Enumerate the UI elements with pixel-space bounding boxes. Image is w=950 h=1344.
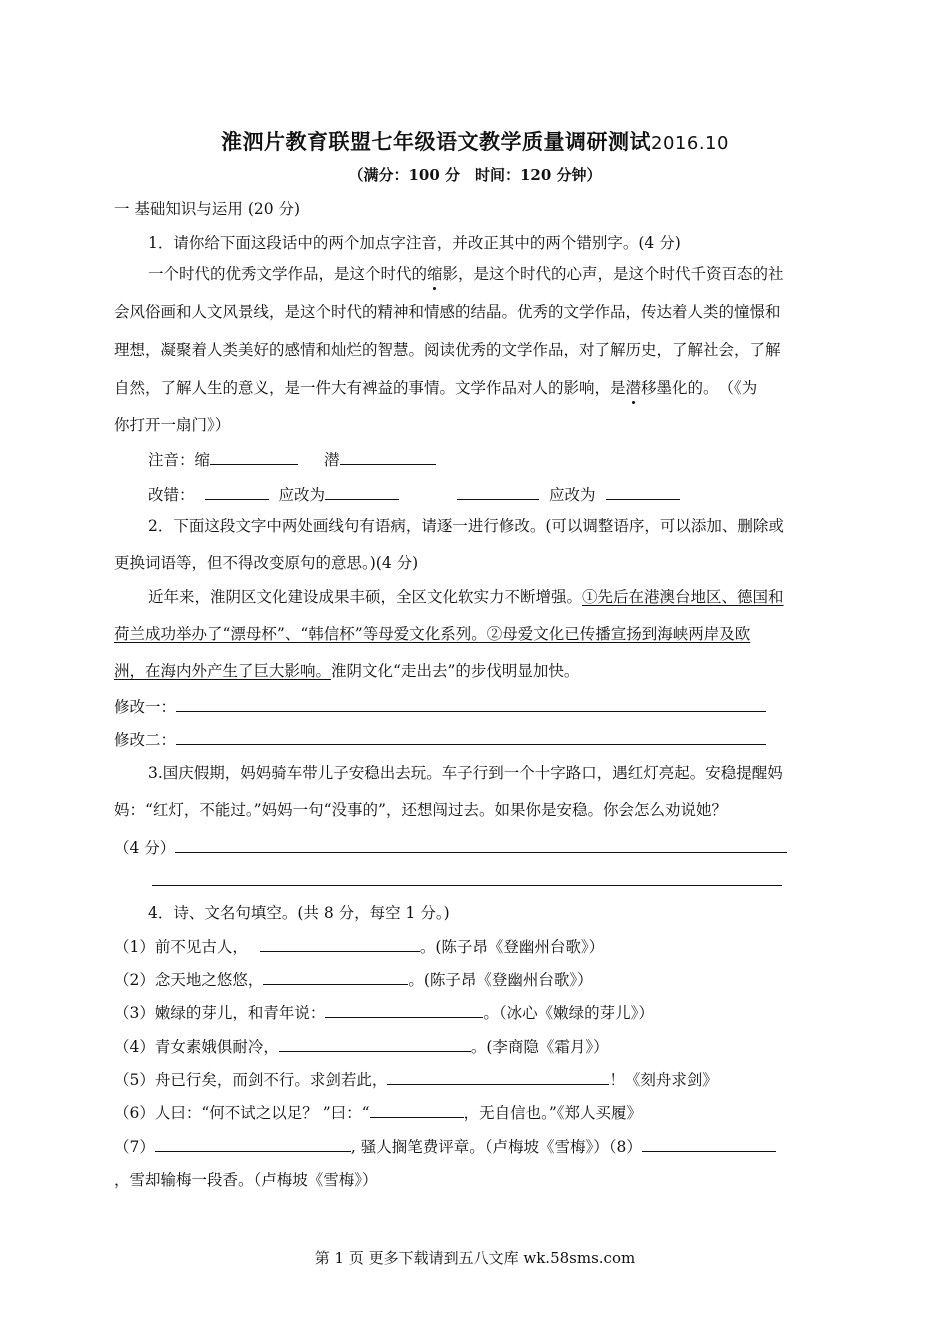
fix2-row: 修改二： [114, 729, 766, 750]
correction-row: 改错： 应改为 应改为 [148, 484, 680, 505]
q2-prompt: 2．下面这段文字中两处画线句有语病，请逐一进行修改。(可以调整语序，可以添加、删除或 [148, 517, 784, 535]
q1-paragraph-line: 你打开一扇门》） [114, 416, 231, 434]
section-heading: 一 基础知识与运用 (20 分) [114, 200, 301, 218]
correction-blank-3[interactable] [457, 484, 539, 500]
q4-blank-4[interactable] [279, 1036, 471, 1052]
q3-paragraph-line: 妈：“红灯，不能过。”妈妈一句“没事的”，还想闯过去。如果你是安稳。你会怎么劝说她？ [114, 801, 727, 819]
q4-item: （7） , 骚人搁笔费评章。（卢梅坡《雪梅》）（8） [114, 1136, 776, 1157]
q4-item: （1）前不见古人， 。(陈子昂《登幽州台歌》） [114, 938, 605, 956]
q4-item: （4）青女素娥俱耐冷， 。(李商隐《霜月》） [114, 1038, 609, 1056]
q3-answer-row-2 [152, 870, 782, 891]
q4-item: （5）舟已行矣，而剑不行。求剑若此， ！《刻舟求剑》 [114, 1071, 718, 1089]
page-footer: 第 1 页 更多下载请到五八文库 wk.58sms.com [314, 1249, 636, 1267]
correction-blank-2[interactable] [325, 484, 399, 500]
q2-paragraph-line [114, 624, 750, 644]
pinyin-blank-1[interactable] [210, 449, 298, 465]
fix1-row: 修改一： [114, 696, 766, 717]
q1-paragraph-line: 理想，凝聚着人类美好的感情和灿烂的智慧。阅读优秀的文学作品，对了解历史，了解社会，了解 [114, 341, 781, 359]
q2-paragraph-line: 洲，在海内外产生了巨大影响。淮阴文化“走出去”的步伐明显加快。 [114, 662, 580, 680]
q4-blank-3[interactable] [325, 1002, 483, 1018]
fix1-blank[interactable] [176, 696, 766, 712]
q3-answer-blank-2[interactable] [152, 870, 782, 886]
q4-blank-1[interactable] [260, 936, 420, 952]
pinyin-row: 注音：缩 潜 [148, 449, 436, 470]
pinyin-blank-2[interactable] [340, 449, 436, 465]
q2-paragraph-line: 近年来，淮阴区文化建设成果丰硕，全区文化软实力不断增强。①先后在港澳台地区、德国和 [148, 588, 784, 606]
q4-prompt: 4．诗、文名句填空。(共 8 分，每空 1 分。) [148, 904, 450, 922]
q1-prompt: 1．请你给下面这段话中的两个加点字注音，并改正其中的两个错别字。(4 分) [148, 234, 681, 252]
q4-blank-7[interactable] [155, 1136, 351, 1152]
q3-paragraph-line: 3.国庆假期，妈妈骑车带儿子安稳出去玩。车子行到一个十字路口，遇红灯亮起。安稳提醒妈 [148, 764, 783, 782]
underlined-sentence: ①先后在港澳台地区、德国和 [582, 588, 784, 606]
q3-answer-blank[interactable] [175, 837, 787, 853]
q1-paragraph-line: 一个时代的优秀文学作品，是这个时代的缩影，是这个时代的心声，是这个时代千资百态的社 [148, 265, 784, 283]
dotted-char: 潜 [625, 379, 642, 397]
dotted-char: 缩 [427, 265, 443, 283]
q1-paragraph-line: 自然，了解人生的意义，是一件大有裨益的事情。文学作品对人的影响，是潜移墨化的。 （《为 [114, 379, 758, 397]
q4-item: ，雪却输梅一段香。（卢梅坡《雪梅》） [114, 1171, 378, 1189]
q4-blank-8[interactable] [642, 1136, 776, 1152]
underlined-sentence: 洲，在海内外产生了巨大影响。 [114, 662, 332, 680]
q4-blank-6[interactable] [370, 1102, 464, 1118]
underlined-sentence: ②母爱文化已传播宣扬到海峡两岸及欧 [486, 625, 751, 643]
fix2-blank[interactable] [176, 729, 766, 745]
q1-paragraph-line: 会风俗画和人文风景线，是这个时代的精神和情感的结晶。优秀的文学作品，传达着人类的憧憬和 [114, 303, 781, 321]
underlined-sentence: 荷兰成功举办了“漂母杯”、“韩信杯”等母爱文化系列。 [114, 625, 487, 643]
q4-blank-5[interactable] [387, 1069, 609, 1085]
q4-item: （2）念天地之悠悠， 。(陈子昂《登幽州台歌》） [114, 971, 593, 989]
page-subtitle: （满分：100 分 时间：120 分钟） [348, 166, 602, 184]
page-title: 淮泗片教育联盟七年级语文教学质量调研测试2016.10 [221, 129, 729, 154]
q2-prompt: 更换词语等，但不得改变原句的意思。)(4 分) [114, 554, 419, 572]
correction-blank-4[interactable] [606, 484, 680, 500]
q3-answer-row: （4 分） [114, 837, 787, 858]
q4-item: （6）人曰：“何不试之以足？ ”曰：“ ，无自信也。”《郑人买履》 [114, 1104, 642, 1122]
q4-item: （3）嫩绿的芽儿，和青年说： 。（冰心《嫩绿的芽儿》） [114, 1004, 654, 1022]
title-year: 2016.10 [651, 133, 729, 154]
q4-blank-2[interactable] [263, 969, 408, 985]
correction-blank-1[interactable] [205, 484, 269, 500]
